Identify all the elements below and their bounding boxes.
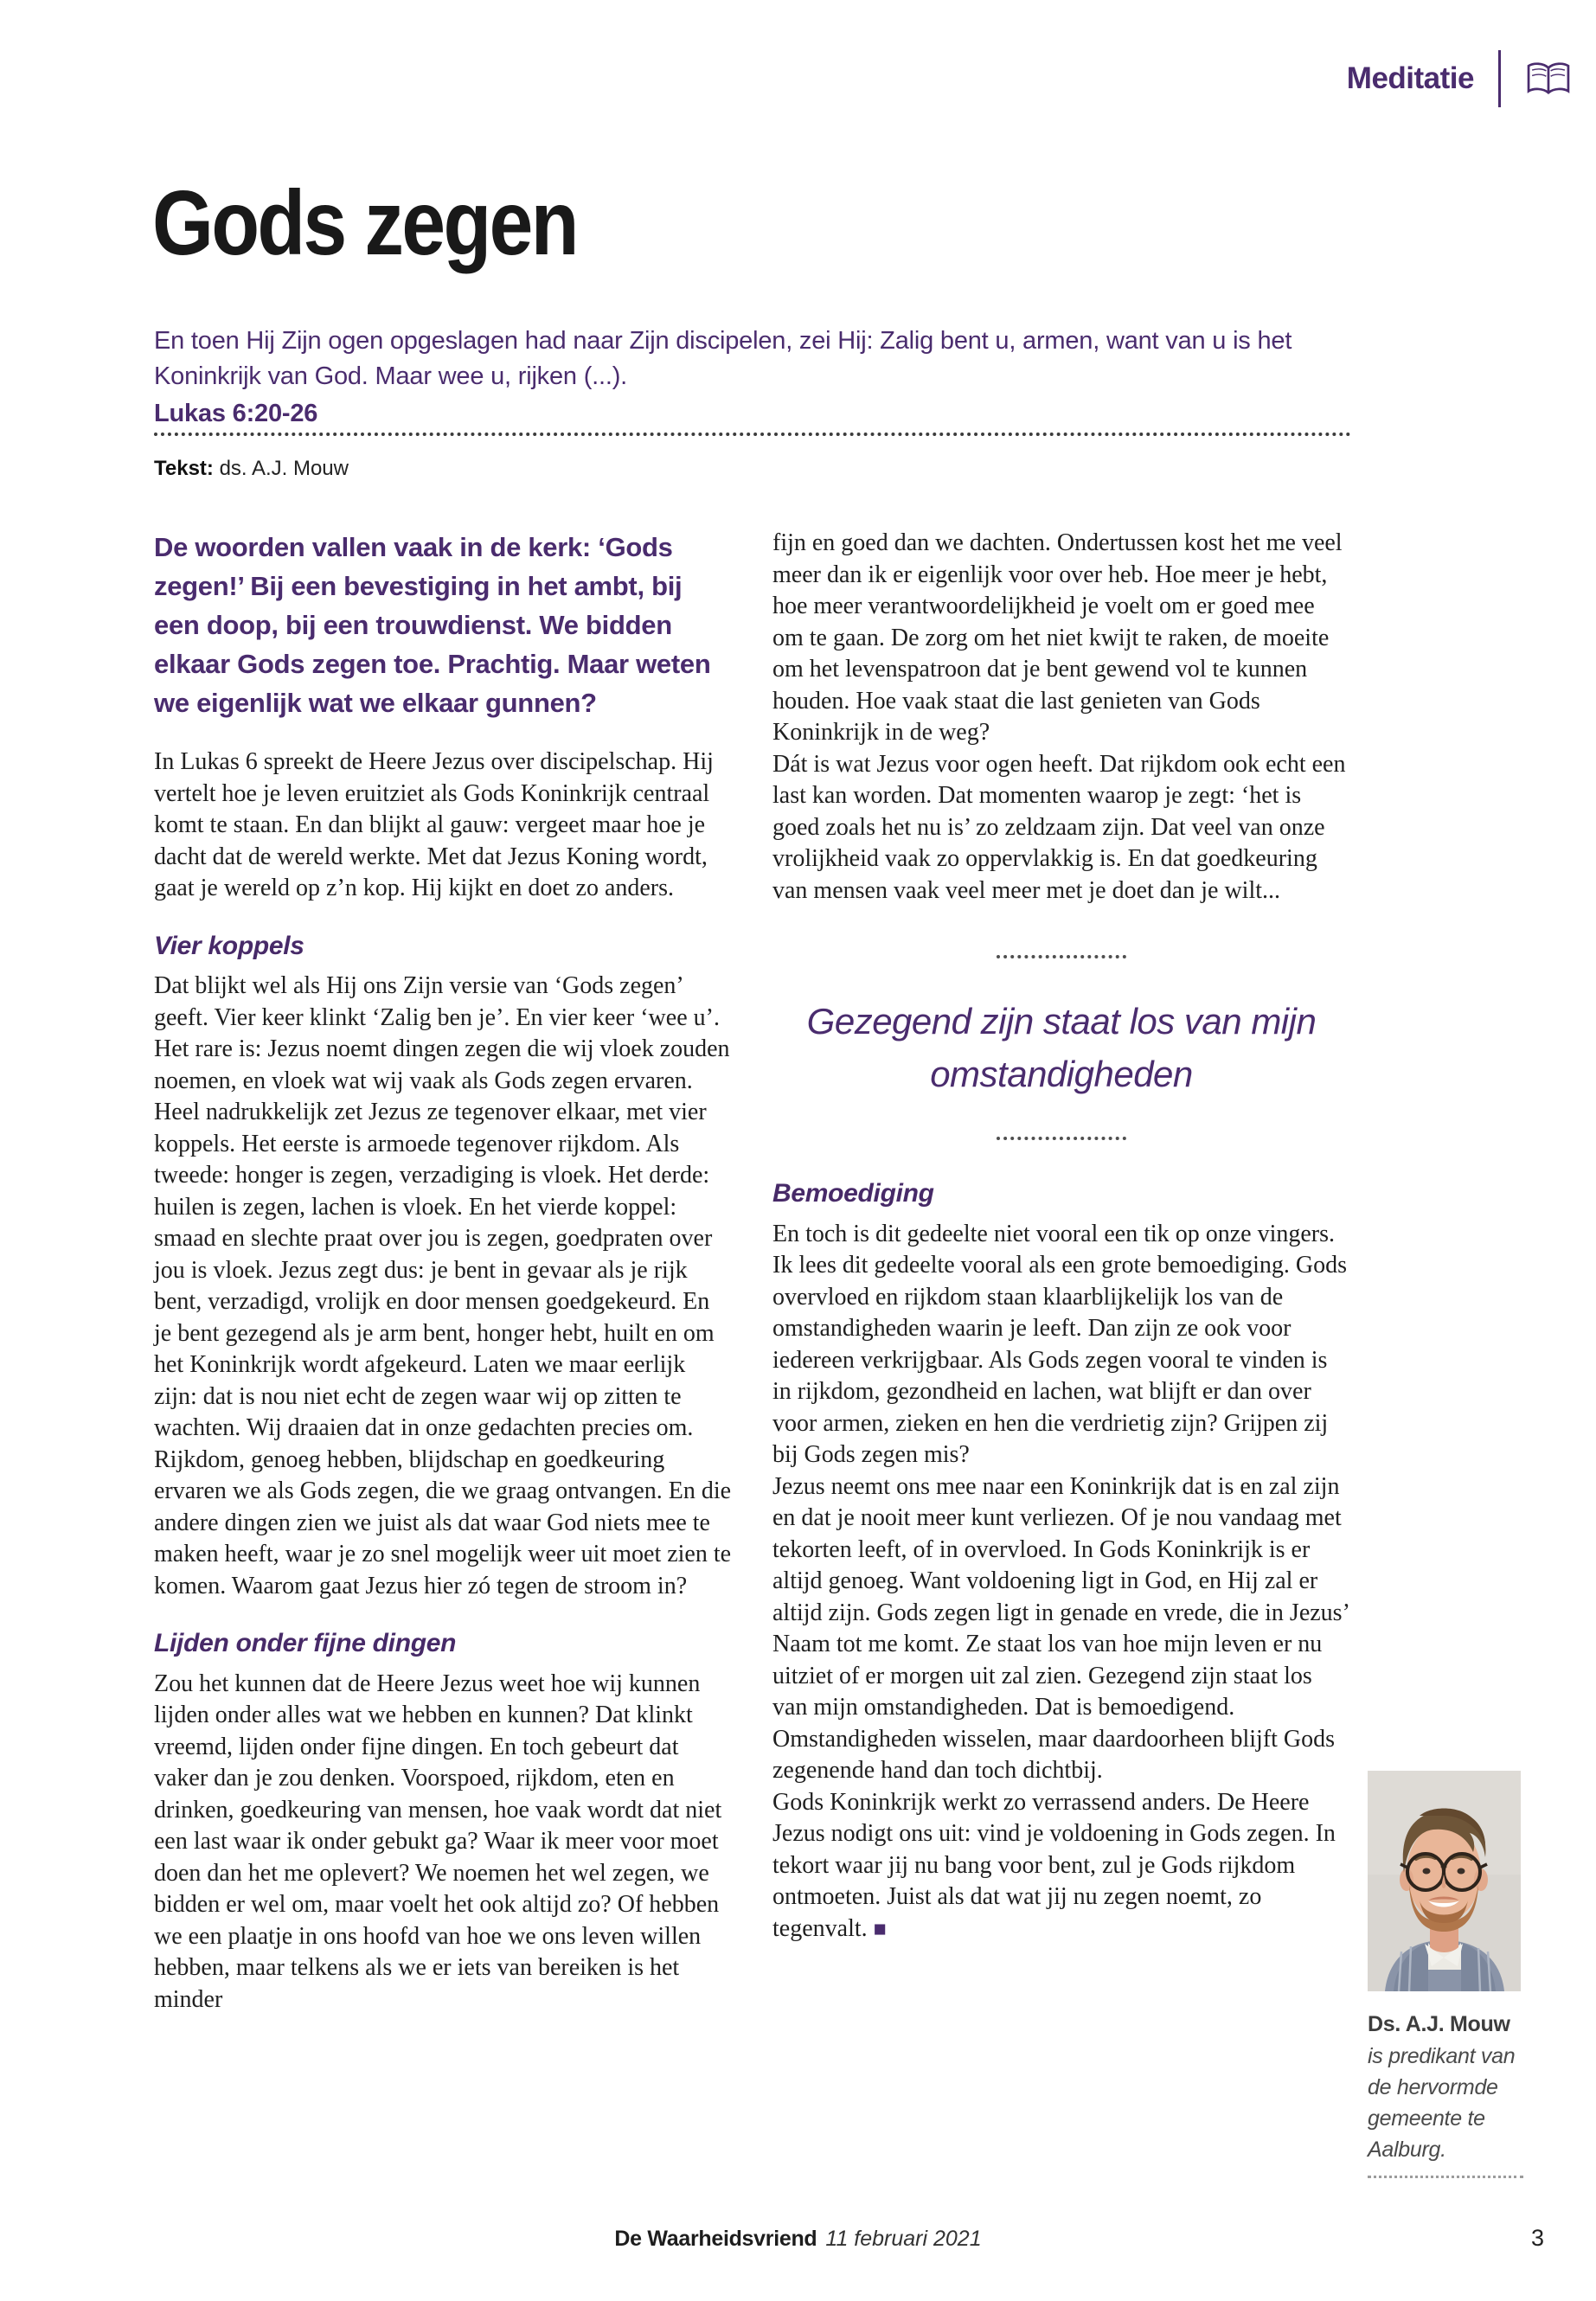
issue-date: 11 februari 2021 — [825, 2227, 982, 2251]
header-divider — [1498, 50, 1501, 107]
section-heading-lijden-onder-fijne-dingen: Lijden onder fijne dingen — [154, 1629, 457, 1657]
open-book-icon — [1525, 60, 1572, 98]
body-paragraph: Zou het kunnen dat de Heere Jezus weet hoe wij kunnen lijden onder alles wat we hebben en kunnen? Dat klinkt vreemd, lijden onder fijne dingen. En toch gebeurt dat vaker dan je zou denken. Voorspoed, rijkdom, eten en drinken, goedkeuring van mensen, hoe vaak wordt dat niet een last waar ik onder gebukt ga? Waar ik meer voor moet doen dan het me oplevert? We noemen het wel zegen, we bidden er wel om, maar voelt het ook altijd zo? Of hebben we een plaatje in ons hoofd van hoe we ons leven willen hebben, maar telkens als we er iets van bereiken is het minder — [154, 1670, 722, 2013]
page-header — [1347, 50, 1572, 107]
body-paragraph: fijn en goed dan we dachten. Ondertussen kost het me veel meer dan ik er eigenlijk voor over heb. Hoe meer je hebt, hoe meer verantwoordelijkheid je voelt om er goed mee om te gaan. De zorg om het niet kwijt te raken, de moeite om het levenspatroon dat je bent gewend vol te kunnen houden. Hoe vaak staat die last genieten van Gods Koninkrijk in de weg? — [772, 529, 1343, 746]
scripture-intro — [154, 324, 1363, 432]
byline-label: Tekst: — [154, 457, 214, 480]
scripture-reference: Lukas 6:20-26 — [154, 400, 318, 427]
author-name: Ds. A.J. Mouw — [1368, 2012, 1510, 2036]
scripture-quote: En toen Hij Zijn ogen opgeslagen had naar Zijn discipelen, zei Hij: Zalig bent u, armen, want van u is het Koninkrijk van God. Maar wee u, rijken (...). — [154, 327, 1292, 390]
author-box — [1368, 1771, 1525, 2178]
pull-quote — [772, 955, 1350, 1140]
section-label: Meditatie — [1346, 61, 1474, 95]
pull-quote-text: Gezegend zijn staat los van mijn omstandigheden — [806, 1001, 1317, 1094]
body-paragraph: En toch is dit gedeelte niet vooral een tik op onze vingers. Ik lees dit gedeelte vooral als een grote bemoediging. Gods overvloed en rijkdom staan klaarblijkelijk los van de omstandigheden waarin je leeft. Dan zijn ze ook voor iedereen verkrijgbaar. Als Gods zegen vooral te vinden is in rijkdom, gezondheid en lachen, wat blijft er dan over voor armen, zieken en hen die verdrietig zijn? Grijpen zij bij Gods zegen mis? — [772, 1220, 1348, 1468]
body-paragraph: Jezus neemt ons mee naar een Koninkrijk dat is en zal zijn en dat je nooit meer kunt verliezen. Of je nou vandaag met tekorten leeft, of in overvloed. In Gods Koninkrijk is er altijd genoeg. Want voldoening ligt in God, en Hij zal er altijd zijn. Gods zegen ligt in genade en vrede, die in Jezus’ Naam tot me komt. Ze staat los van hoe mijn leven er nu uitziet of er morgen uit zal zien. Gezegend zijn staat los van mijn omstandigheden. Dat is bemoedigend. Omstandigheden wisselen, maar daardoorheen blijft Gods zegenende hand dan toch dichtbij. — [772, 1472, 1349, 1784]
section-heading-vier-koppels: Vier koppels — [154, 931, 304, 960]
right-column — [772, 528, 1350, 1945]
body-paragraph: Dát is wat Jezus voor ogen heeft. Dat rijkdom ook echt een last kan worden. Dat momenten waarop je zegt: ‘het is goed zoals het nu is’ zo zeldzaam zijn. Dat veel van onze vrolijkheid vaak zo oppervlakkig is. En dat goedkeuring van mensen vaak veel meer met je doet dan je wilt... — [772, 750, 1346, 904]
dotted-rule — [154, 433, 1351, 436]
pull-quote-dots-bottom — [997, 1137, 1126, 1140]
pull-quote-dots-top — [997, 955, 1126, 958]
page-number: 3 — [1530, 2225, 1544, 2251]
body-paragraph — [772, 1787, 1350, 1945]
byline-author: ds. A.J. Mouw — [219, 457, 349, 480]
author-description: is predikant van de hervormde gemeente te Aalburg. — [1368, 2044, 1516, 2162]
magazine-name: De Waarheidsvriend — [614, 2227, 817, 2251]
left-column — [154, 528, 732, 2016]
body-paragraph: Dat blijkt wel als Hij ons Zijn versie van ‘Gods zegen’ geeft. Vier keer klinkt ‘Zalig ben je’. En vier keer ‘wee u’. Het rare is: Jezus noemt dingen zegen die wij vloek zouden noemen, en vloek wat wij vaak als Gods zegen ervaren. Heel nadrukkelijk zet Jezus ze tegenover elkaar, met vier koppels. Het eerste is armoede tegenover rijkdom. Als tweede: honger is zegen, verzadiging is vloek. Het derde: huilen is zegen, lachen is vloek. En het vierde koppel: smaad en slechte praat over jou is zegen, goedpraten over jou is vloek. Jezus zegt dus: je bent in gevaar als je rijk bent, verzadigd, vrolijk en door mensen goedgekeurd. En je bent gezegend als je arm bent, honger hebt, huilt en om het Koninkrijk wordt afgekeurd. Laten we maar eerlijk zijn: dat is nou niet echt de zegen waar wij op zitten te wachten. Wij draaien dat in onze gedachten precies om. Rijkdom, genoeg hebben, blijdschap en goedkeuring ervaren we als Gods zegen, die we graag ontvangen. En die andere dingen zien we juist als dat waar God niets mee te maken heeft, waar je zo snel mogelijk weer uit moet zien te komen. Waarom gaat Jezus hier zó tegen de stroom in? — [154, 972, 732, 1599]
lede-paragraph: De woorden vallen vaak in de kerk: ‘Gods zegen!’ Bij een bevestiging in het ambt, bij een doop, bij een trouwdienst. We bidden elkaar Gods zegen toe. Prachtig. Maar weten we eigenlijk wat we elkaar gunnen? — [154, 532, 711, 718]
article-end-mark: ■ — [873, 1916, 887, 1941]
author-dotted-rule — [1368, 2176, 1523, 2178]
section-heading-bemoediging: Bemoediging — [772, 1179, 934, 1208]
author-photo — [1368, 1771, 1521, 1991]
body-paragraph: In Lukas 6 spreekt de Heere Jezus over discipelschap. Hij vertelt hoe je leven eruitziet als Gods Koninkrijk centraal komt te staan. En dan blijkt al gauw: vergeet maar hoe je dacht dat de wereld werkte. Met dat Jezus Koning wordt, gaat je wereld op z’n kop. Hij kijkt en doet zo anders. — [154, 748, 714, 901]
byline — [154, 457, 349, 481]
body-paragraph-text: Gods Koninkrijk werkt zo verrassend anders. De Heere Jezus nodigt ons uit: vind je voldoening in Gods zegen. In tekort waar jij nu bang voor bent, zul je Gods rijkdom ontmoeten. Juist als dat wat jij nu zegen noemt, zo tegenvalt. — [772, 1788, 1336, 1942]
page-footer — [0, 2227, 1596, 2252]
article-title: Gods zegen — [152, 172, 577, 274]
